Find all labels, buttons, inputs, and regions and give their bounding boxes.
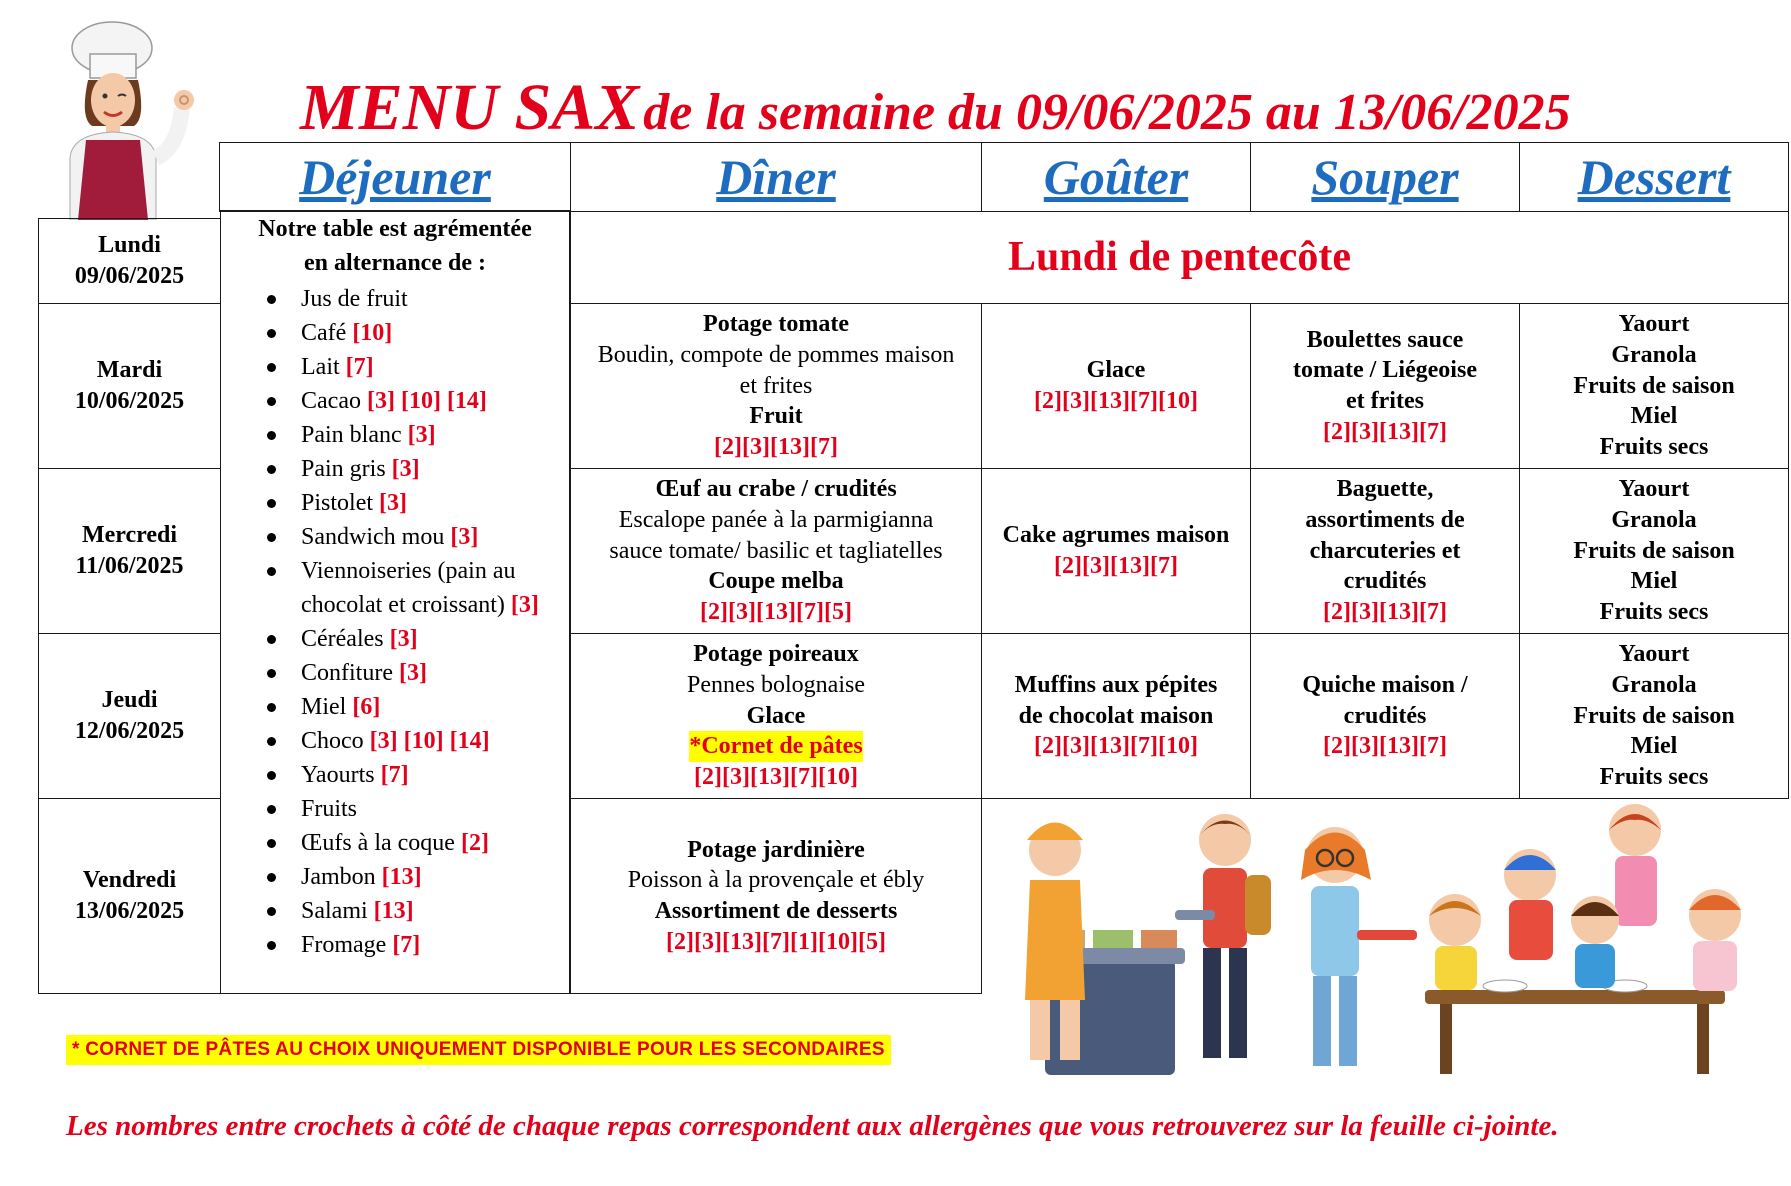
mercredi-souper bbox=[1250, 468, 1520, 634]
list-item: Miel [6] bbox=[221, 690, 569, 724]
dish: Granola bbox=[1611, 671, 1697, 698]
dish: Granola bbox=[1611, 341, 1697, 368]
holiday-cell bbox=[570, 211, 1789, 304]
day-name: Vendredi bbox=[82, 867, 177, 894]
dish: Miel bbox=[1630, 568, 1678, 595]
dish: Boulettes sauce bbox=[1306, 326, 1464, 353]
mardi-diner bbox=[570, 303, 982, 469]
day-mercredi bbox=[38, 468, 221, 634]
allergens: [2][3][13][7] bbox=[1054, 553, 1178, 579]
list-item: Viennoiseries (pain au chocolat et croissant) [3] bbox=[221, 554, 569, 622]
dish: Fruits secs bbox=[1599, 599, 1709, 626]
list-item: Pistolet [3] bbox=[221, 486, 569, 520]
cafeteria-illustration bbox=[985, 800, 1785, 1085]
mardi-gouter bbox=[981, 303, 1251, 469]
dish: Fruits de saison bbox=[1573, 372, 1735, 399]
dish: et frites bbox=[1346, 388, 1424, 414]
day-date: 11/06/2025 bbox=[75, 553, 184, 579]
day-vendredi bbox=[38, 798, 221, 994]
jeudi-gouter bbox=[981, 633, 1251, 799]
dish: Glace bbox=[746, 702, 806, 729]
header-souper: Souper bbox=[1250, 142, 1520, 212]
mercredi-diner bbox=[570, 468, 982, 634]
dish: Potage poireaux bbox=[693, 641, 859, 668]
breakfast-title-line2: en alternance de : bbox=[304, 249, 486, 276]
mardi-dessert bbox=[1519, 303, 1789, 469]
dish: Boudin, compote de pommes maison bbox=[597, 341, 955, 368]
dish: tomate / Liégeoise bbox=[1293, 357, 1477, 384]
dish: Fruit bbox=[749, 403, 803, 430]
title-main: MENU SAX bbox=[300, 71, 640, 144]
dish: Escalope panée à la parmigianna bbox=[618, 506, 934, 533]
breakfast-title bbox=[221, 213, 569, 280]
list-item: Céréales [3] bbox=[221, 622, 569, 656]
note-star: * bbox=[72, 1039, 80, 1060]
allergens: [2][3][13][7][5] bbox=[700, 599, 852, 626]
list-item: Lait [7] bbox=[221, 350, 569, 384]
mercredi-dessert bbox=[1519, 468, 1789, 634]
list-item: Choco [3] [10] [14] bbox=[221, 724, 569, 758]
allergens: [2][3][13][7][10] bbox=[1034, 388, 1198, 414]
dish: Fruits de saison bbox=[1573, 537, 1735, 564]
allergens: [2][3][13][7][10] bbox=[694, 764, 858, 791]
jeudi-dessert bbox=[1519, 633, 1789, 799]
dish: Fruits secs bbox=[1599, 434, 1709, 461]
day-mardi bbox=[38, 303, 221, 469]
dish: Yaourt bbox=[1618, 476, 1690, 503]
day-jeudi bbox=[38, 633, 221, 799]
dish: Baguette, bbox=[1336, 476, 1434, 503]
allergens: [2][3][13][7] bbox=[714, 434, 838, 461]
dish: Fruits secs bbox=[1599, 764, 1709, 791]
list-item: Confiture [3] bbox=[221, 656, 569, 690]
dish: charcuteries et bbox=[1309, 537, 1461, 564]
allergens: [2][3][13][7][1][10][5] bbox=[666, 928, 886, 955]
dish: Glace bbox=[1086, 357, 1146, 384]
dish: sauce tomate/ basilic et tagliatelles bbox=[609, 537, 943, 564]
holiday-label: Lundi de pentecôte bbox=[1007, 233, 1351, 280]
header-dessert: Dessert bbox=[1519, 142, 1789, 212]
dish: Yaourt bbox=[1618, 311, 1690, 338]
dish: Cake agrumes maison bbox=[1002, 522, 1230, 549]
note-text: CORNET DE PÂTES AU CHOIX UNIQUEMENT DISPONIBLE POUR LES SECONDAIRES bbox=[79, 1039, 885, 1060]
dish: Poisson à la provençale et ébly bbox=[627, 867, 925, 894]
allergens: [2][3][13][7] bbox=[1323, 599, 1447, 626]
dish: Miel bbox=[1630, 733, 1678, 760]
day-name: Lundi bbox=[98, 232, 161, 259]
dish: et frites bbox=[739, 372, 813, 399]
day-date: 10/06/2025 bbox=[74, 388, 185, 414]
dish: Granola bbox=[1611, 506, 1697, 533]
dish: Coupe melba bbox=[708, 568, 844, 595]
list-item: Sandwich mou [3] bbox=[221, 520, 569, 554]
list-item: Cacao [3] [10] [14] bbox=[221, 384, 569, 418]
dish: Pennes bolognaise bbox=[687, 671, 865, 698]
header-dejeuner: Déjeuner bbox=[219, 142, 571, 212]
dish: assortiments de bbox=[1305, 506, 1465, 533]
allergens: [2][3][13][7] bbox=[1323, 733, 1447, 760]
breakfast-title-line1: Notre table est agrémentée bbox=[258, 216, 532, 242]
day-lundi bbox=[38, 218, 221, 304]
chef-illustration bbox=[40, 8, 210, 220]
highlighted-dish: *Cornet de pâtes bbox=[689, 731, 862, 762]
header-gouter: Goûter bbox=[981, 142, 1251, 212]
day-name: Mercredi bbox=[81, 522, 178, 549]
dish: Yaourt bbox=[1618, 641, 1690, 668]
list-item: Fromage [7] bbox=[221, 928, 569, 962]
list-item: Salami [13] bbox=[221, 894, 569, 928]
dish: Muffins aux pépites bbox=[1014, 671, 1218, 698]
jeudi-souper bbox=[1250, 633, 1520, 799]
list-item: Pain blanc [3] bbox=[221, 418, 569, 452]
list-item: Yaourts [7] bbox=[221, 758, 569, 792]
dish: Miel bbox=[1630, 403, 1678, 430]
menu-title bbox=[300, 70, 1760, 150]
breakfast-cell bbox=[220, 210, 570, 994]
mardi-souper bbox=[1250, 303, 1520, 469]
allergens: [2][3][13][7] bbox=[1323, 418, 1447, 445]
mercredi-gouter bbox=[981, 468, 1251, 634]
day-name: Mardi bbox=[96, 357, 163, 384]
dish: Quiche maison / bbox=[1302, 671, 1468, 698]
list-item: Jus de fruit bbox=[221, 282, 569, 316]
list-item: Fruits bbox=[221, 792, 569, 826]
day-date: 09/06/2025 bbox=[74, 263, 185, 289]
dish: Fruits de saison bbox=[1573, 702, 1735, 729]
list-item: Café [10] bbox=[221, 316, 569, 350]
dish: crudités bbox=[1343, 568, 1427, 595]
list-item: Pain gris [3] bbox=[221, 452, 569, 486]
day-date: 12/06/2025 bbox=[74, 718, 185, 744]
breakfast-list bbox=[221, 282, 569, 962]
dish: Assortiment de desserts bbox=[654, 898, 898, 924]
dish: Potage jardinière bbox=[687, 836, 865, 863]
dish: de chocolat maison bbox=[1018, 702, 1214, 729]
day-date: 13/06/2025 bbox=[74, 898, 185, 924]
dish: Potage tomate bbox=[703, 311, 849, 338]
allergens: [2][3][13][7][10] bbox=[1034, 733, 1198, 760]
list-item: Jambon [13] bbox=[221, 860, 569, 894]
jeudi-diner bbox=[570, 633, 982, 799]
secondary-note bbox=[66, 1035, 891, 1065]
list-item: Œufs à la coque [2] bbox=[221, 826, 569, 860]
title-rest: de la semaine du 09/06/2025 au 13/06/2025 bbox=[643, 84, 1571, 141]
dish: Œuf au crabe / crudités bbox=[655, 476, 897, 503]
allergen-footer: Les nombres entre crochets à côté de chaque repas correspondent aux allergènes que vous retrouverez sur la feuille ci-jointe. bbox=[66, 1110, 1559, 1142]
header-diner: Dîner bbox=[570, 142, 982, 212]
dish: crudités bbox=[1343, 702, 1427, 729]
vendredi-diner bbox=[570, 798, 982, 994]
day-name: Jeudi bbox=[101, 687, 158, 714]
